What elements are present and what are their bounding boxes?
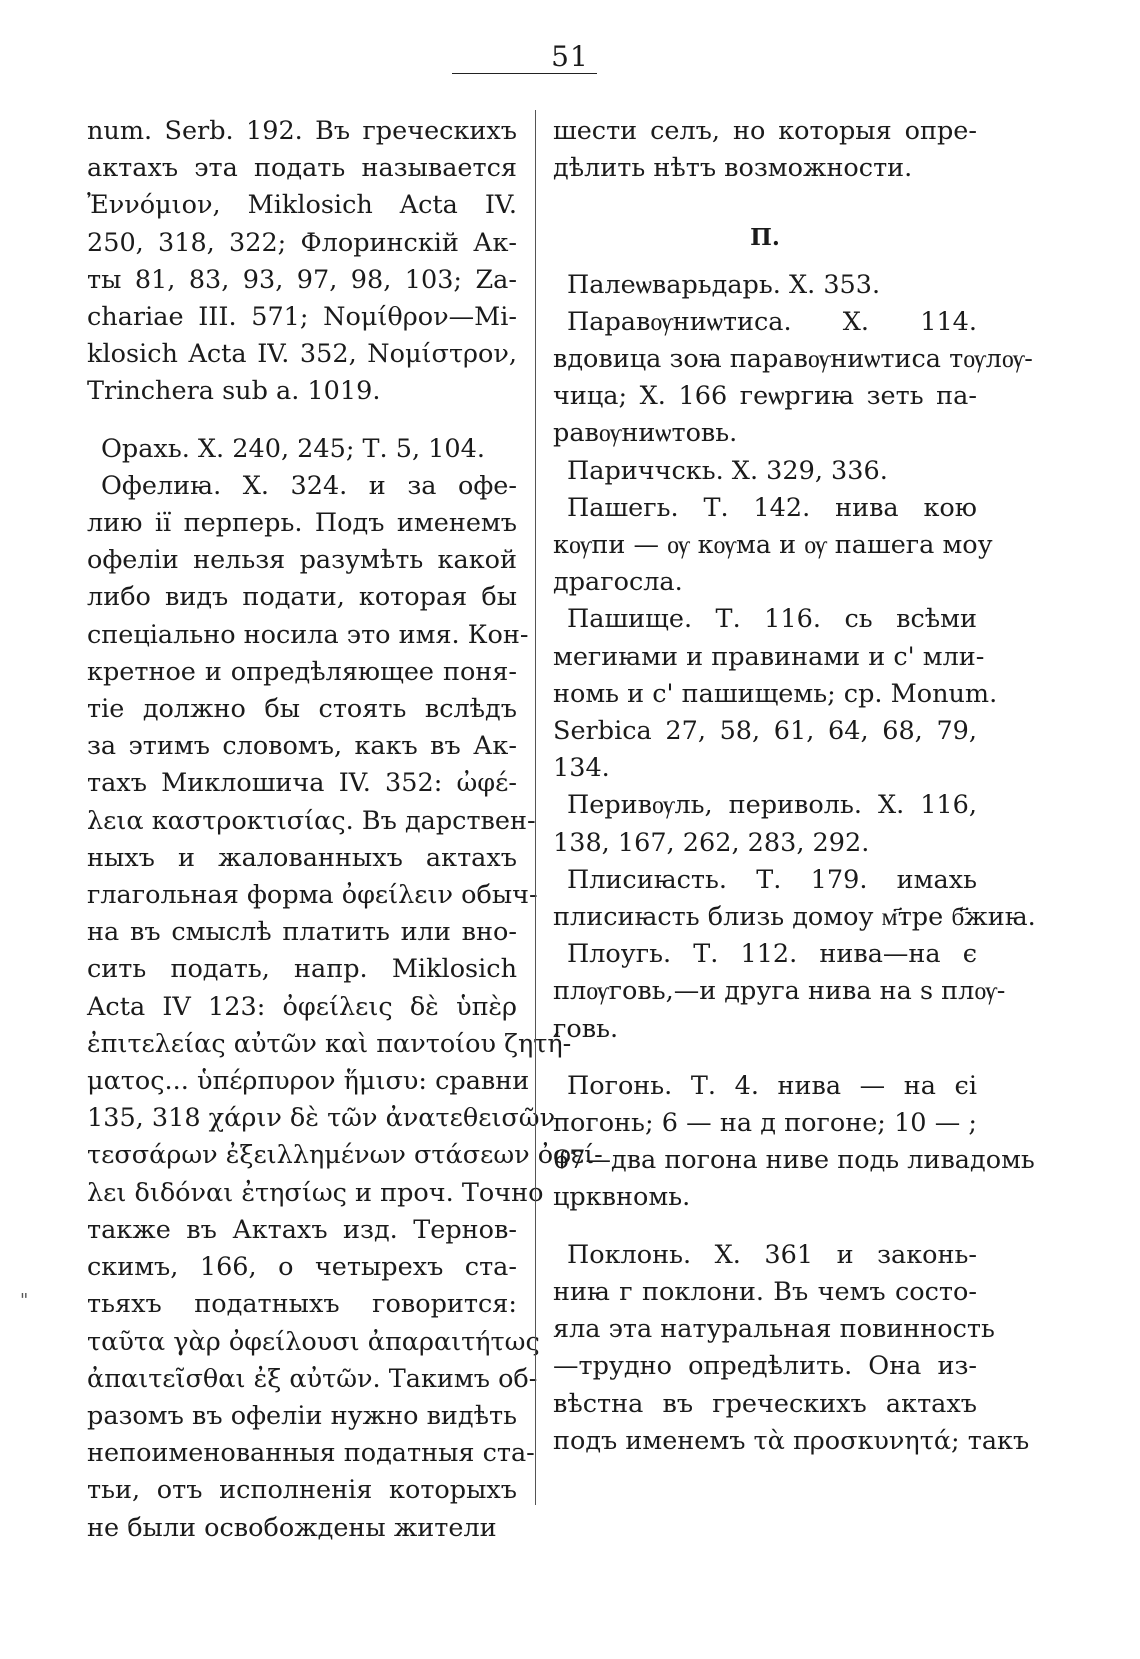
entry-line: Плоугь. Т. 112. нива—на є: [567, 939, 977, 970]
text-line: λεια καστροκτισίας. Въ дарствен-: [87, 805, 536, 836]
text-line: тахъ Миклошича IV. 352: ὠφέ-: [87, 768, 517, 799]
text-line: за этимъ словомъ, какъ въ Ак-: [87, 731, 517, 762]
text-line: разомъ въ офеліи нужно видѣть: [87, 1400, 517, 1431]
page-number: 51: [551, 40, 589, 73]
text-line: на въ смыслѣ платить или вно-: [87, 917, 517, 948]
text-line: ταῦτα γὰρ ὀφείλουσι ἀπαραιτήτως: [87, 1326, 540, 1357]
text-line: ты 81, 83, 93, 97, 98, 103; Za-: [87, 264, 517, 295]
entry-line: плисиꙗсть близь домоу м҃тре б҃жиꙗ.: [553, 902, 1036, 933]
entry-line: Паравѹниѡтиса. Х. 114.: [567, 306, 977, 337]
text-line: офеліи нельзя разумѣть какой: [87, 545, 517, 576]
entry-line: погонь; 6 — на д погоне; 10 — ;: [553, 1108, 977, 1139]
entry-line: равѹниѡтовь.: [553, 418, 738, 449]
text-line: ἀπαιτεῖσθαι ἐξ αὐτῶν. Такимъ об-: [87, 1363, 538, 1394]
text-line: ἐπιτελείας αὐτῶν καὶ παντοίου ζητή-: [87, 1028, 572, 1059]
margin-mark: ": [20, 1290, 29, 1311]
entry-line: Serbica 27, 58, 61, 64, 68, 79,: [553, 716, 977, 747]
entry-orakh: Орахь. Х. 240, 245; Т. 5, 104.: [101, 433, 485, 464]
entry-line: Париччскь. Х. 329, 336.: [567, 455, 888, 486]
column-divider: [535, 110, 536, 1505]
page-number-rule: [452, 73, 597, 74]
entry-line: яла эта натуральная повинность: [553, 1314, 995, 1345]
entry-line: говь.: [553, 1013, 619, 1044]
text-line: кретное и опредѣляющее поня-: [87, 656, 517, 687]
entry-line: вѣстна въ греческихъ актахъ: [553, 1388, 977, 1419]
text-line: тьяхъ податныхъ говорится:: [87, 1289, 517, 1320]
text-line: тіе должно бы стоять вслѣдъ: [87, 694, 517, 725]
entry-line: 138, 167, 262, 283, 292.: [553, 827, 870, 858]
text-line: тьи, отъ исполненія которыхъ: [87, 1475, 517, 1506]
entry-line: црквномь.: [553, 1182, 691, 1213]
section-heading: П.: [750, 224, 780, 252]
paragraph-spacer: [553, 1217, 977, 1237]
text-line: τεσσάρων ἐξειλλημένων στάσεων ὀφεί-: [87, 1140, 603, 1171]
text-line: chariae III. 571; Νομίθρον—Mi-: [87, 302, 517, 333]
text-line: спеціально носила это имя. Кон-: [87, 619, 529, 650]
text-line: лию ії перперь. Подъ именемъ: [87, 508, 517, 539]
entry-line: Поклонь. Х. 361 и законь-: [567, 1239, 977, 1270]
text-line: Trinchera sub a. 1019.: [87, 376, 381, 407]
entry-line: мегиꙗми и правинами и с' мли-: [553, 641, 985, 672]
entry-line: драгосла.: [553, 567, 683, 598]
entry-line: подъ именемъ τὰ προσκυνητά; такъ: [553, 1425, 1030, 1456]
text-line: ματος... ὑπέρπυρον ἥμισυ: сравни: [87, 1066, 530, 1097]
entry-line: Погонь. Т. 4. нива — на єі: [567, 1070, 977, 1101]
entry-line: Пашегь. Т. 142. нива кою: [567, 492, 977, 523]
text-line: глагольная форма ὀφείλειν обыч-: [87, 880, 538, 911]
text-line: шести селъ, но которыя опре-: [553, 116, 977, 146]
paragraph-spacer: [553, 1048, 977, 1068]
text-line: скимъ, 166, о четырехъ ста-: [87, 1252, 517, 1283]
entry-line: плѹговь,—и друга нива на ѕ плѹ-: [553, 976, 1006, 1007]
text-line: ныхъ и жалованныхъ актахъ: [87, 842, 517, 873]
text-line: дѣлить нѣтъ возможности.: [553, 153, 913, 184]
text-line: 250, 318, 322; Флоринскій Ак-: [87, 227, 517, 258]
entry-line: 134.: [553, 753, 610, 784]
text-line: num. Serb. 192. Въ греческихъ: [87, 116, 517, 146]
entry-line: Перивѹль, периволь. Х. 116,: [567, 790, 977, 821]
text-line: 135, 318 χάριν δὲ τῶν ἀνατεθεισῶν: [87, 1103, 556, 1134]
entry-line: вдовица зоꙗ паравѹниѡтиса тѹлѹ-: [553, 344, 1033, 375]
text-line: Ἐννόμιον, Miklosich Acta IV.: [87, 190, 517, 221]
text-line: klosich Acta IV. 352, Νομίστρον,: [87, 339, 517, 370]
paragraph-spacer: [553, 187, 977, 207]
entry-line: чица; Х. 166 геѡргиꙗ зеть па-: [553, 381, 977, 412]
entry-line: Пашище. Т. 116. сь всѣми: [567, 604, 977, 635]
text-line: либо видъ подати, которая бы: [87, 582, 517, 613]
text-line: λει διδόναι ἐτησίως и проч. Точно: [87, 1177, 544, 1208]
paragraph-spacer: [87, 411, 517, 431]
text-line: также въ Актахъ изд. Тернов-: [87, 1214, 517, 1245]
entry-line: Палеѡварьдарь. Х. 353.: [567, 269, 881, 300]
entry-line: Плисиꙗсть. Т. 179. имахь: [567, 864, 977, 895]
text-line: сить подать, напр. Miklosich: [87, 954, 517, 985]
text-line: актахъ эта подать называется: [87, 153, 517, 184]
text-line: не были освобождены жители: [87, 1512, 497, 1543]
entry-line: номь и с' пашищемь; ср. Monum.: [553, 678, 998, 709]
text-line: Acta IV 123: ὀφείλεις δὲ ὑπὲρ: [87, 991, 517, 1022]
entry-line: кѹпи — ѹ кѹма и ѹ пашега моу: [553, 530, 993, 561]
text-line: непоименованныя податныя ста-: [87, 1438, 535, 1469]
entry-line: —трудно опредѣлить. Она из-: [553, 1351, 977, 1382]
entry-line: 67—два погона ниве подь ливадомь: [553, 1145, 1035, 1176]
right-column: [553, 113, 1036, 1460]
text-line: Офелиꙗ. Х. 324. и за офе-: [101, 470, 517, 501]
entry-line: ниꙗ г поклони. Въ чемъ состо-: [553, 1276, 977, 1307]
